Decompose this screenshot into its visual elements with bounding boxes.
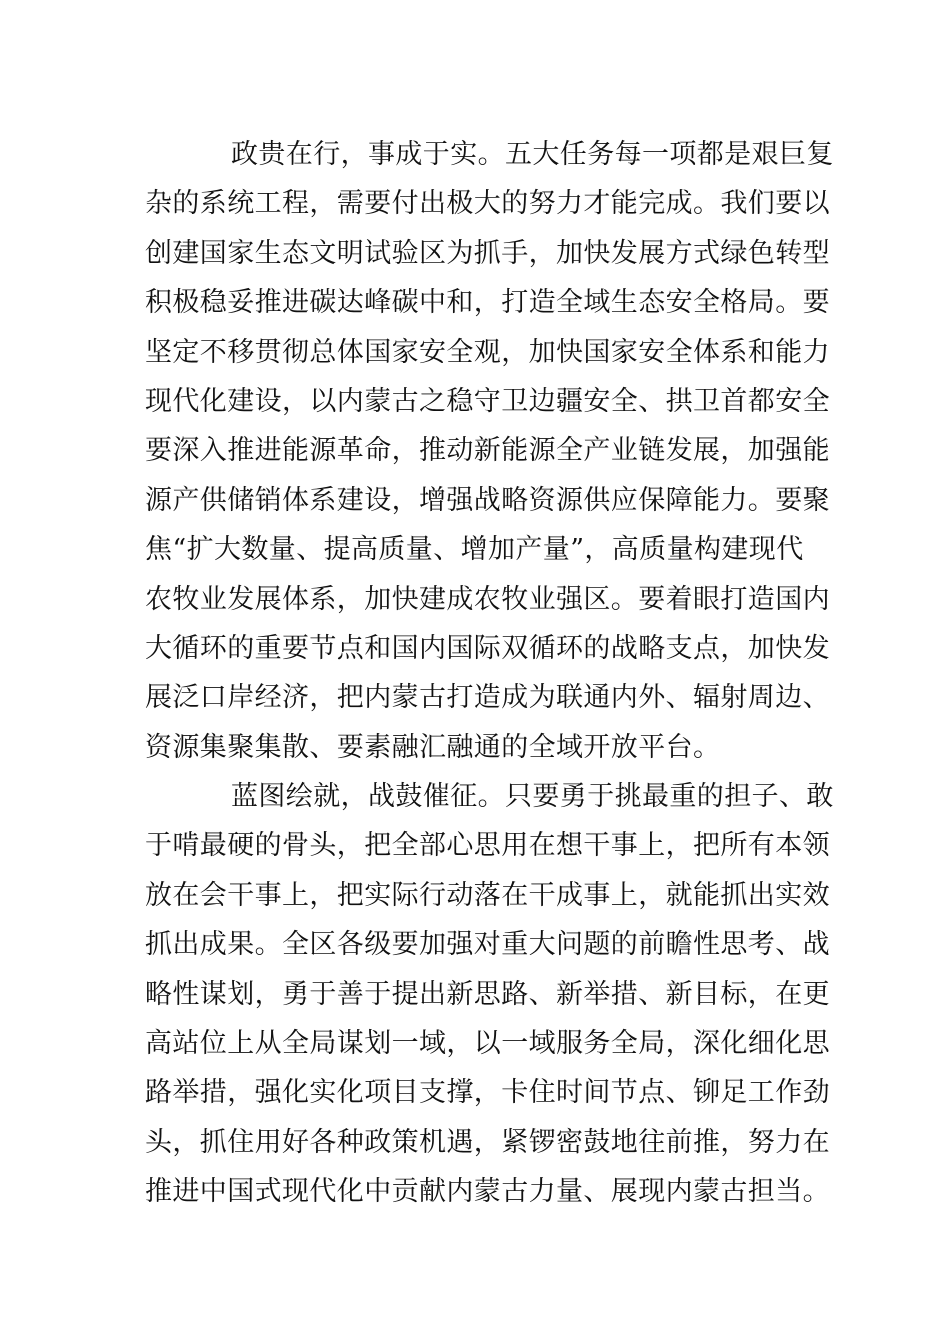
text-line: 坚定不移贯彻总体国家安全观，加快国家安全体系和能力 <box>145 336 830 368</box>
text-line: 大循环的重要节点和国内国际双循环的战略支点，加快发 <box>145 632 830 664</box>
text-line: 现代化建设，以内蒙古之稳守卫边疆安全、拱卫首都安全 <box>145 385 830 417</box>
body-text <box>145 130 834 1217</box>
text-line: 要深入推进能源革命，推动新能源全产业链发展，加强能 <box>145 435 830 467</box>
text-line: 政贵在行，事成于实。五大任务每一项都是艰巨复 <box>231 139 834 170</box>
text-line: 积极稳妥推进碳达峰碳中和，打造全域生态安全格局。要 <box>145 287 830 319</box>
text-line: 路举措，强化实化项目支撑，卡住时间节点、铆足工作劲 <box>145 1077 830 1109</box>
text-line: 略性谋划，勇于善于提出新思路、新举措、新目标，在更 <box>145 978 830 1010</box>
text-line: 源产供储销体系建设，增强战略资源供应保障能力。要聚 <box>145 484 830 516</box>
text-line: 蓝图绘就，战鼓催征。只要勇于挑最重的担子、敢 <box>231 781 834 813</box>
paragraph-2 <box>145 772 834 1217</box>
text-line: 头，抓住用好各种政策机遇，紧锣密鼓地往前推，努力在 <box>145 1126 830 1158</box>
text-line: 焦“扩大数量、提高质量、增加产量”，高质量构建现代 <box>145 534 804 566</box>
text-line: 于啃最硬的骨头，把全部心思用在想干事上，把所有本领 <box>145 830 830 862</box>
text-line: 农牧业发展体系，加快建成农牧业强区。要着眼打造国内 <box>145 583 830 615</box>
text-line: 创建国家生态文明试验区为抓手，加快发展方式绿色转型 <box>145 237 830 269</box>
text-line: 抓出成果。全区各级要加强对重大问题的前瞻性思考、战 <box>145 929 830 961</box>
text-line: 推进中国式现代化中贡献内蒙古力量、展现内蒙古担当。 <box>145 1176 830 1208</box>
text-line: 杂的系统工程，需要付出极大的努力才能完成。我们要以 <box>145 188 830 220</box>
text-line: 展泛口岸经济，把内蒙古打造成为联通内外、辐射周边、 <box>145 682 830 714</box>
text-line: 资源集聚集散、要素融汇融通的全域开放平台。 <box>145 731 721 763</box>
paragraph-1 <box>145 130 834 772</box>
text-line: 放在会干事上，把实际行动落在干成事上，就能抓出实效 <box>145 879 830 911</box>
text-line: 高站位上从全局谋划一域，以一域服务全局，深化细化思 <box>145 1028 830 1060</box>
